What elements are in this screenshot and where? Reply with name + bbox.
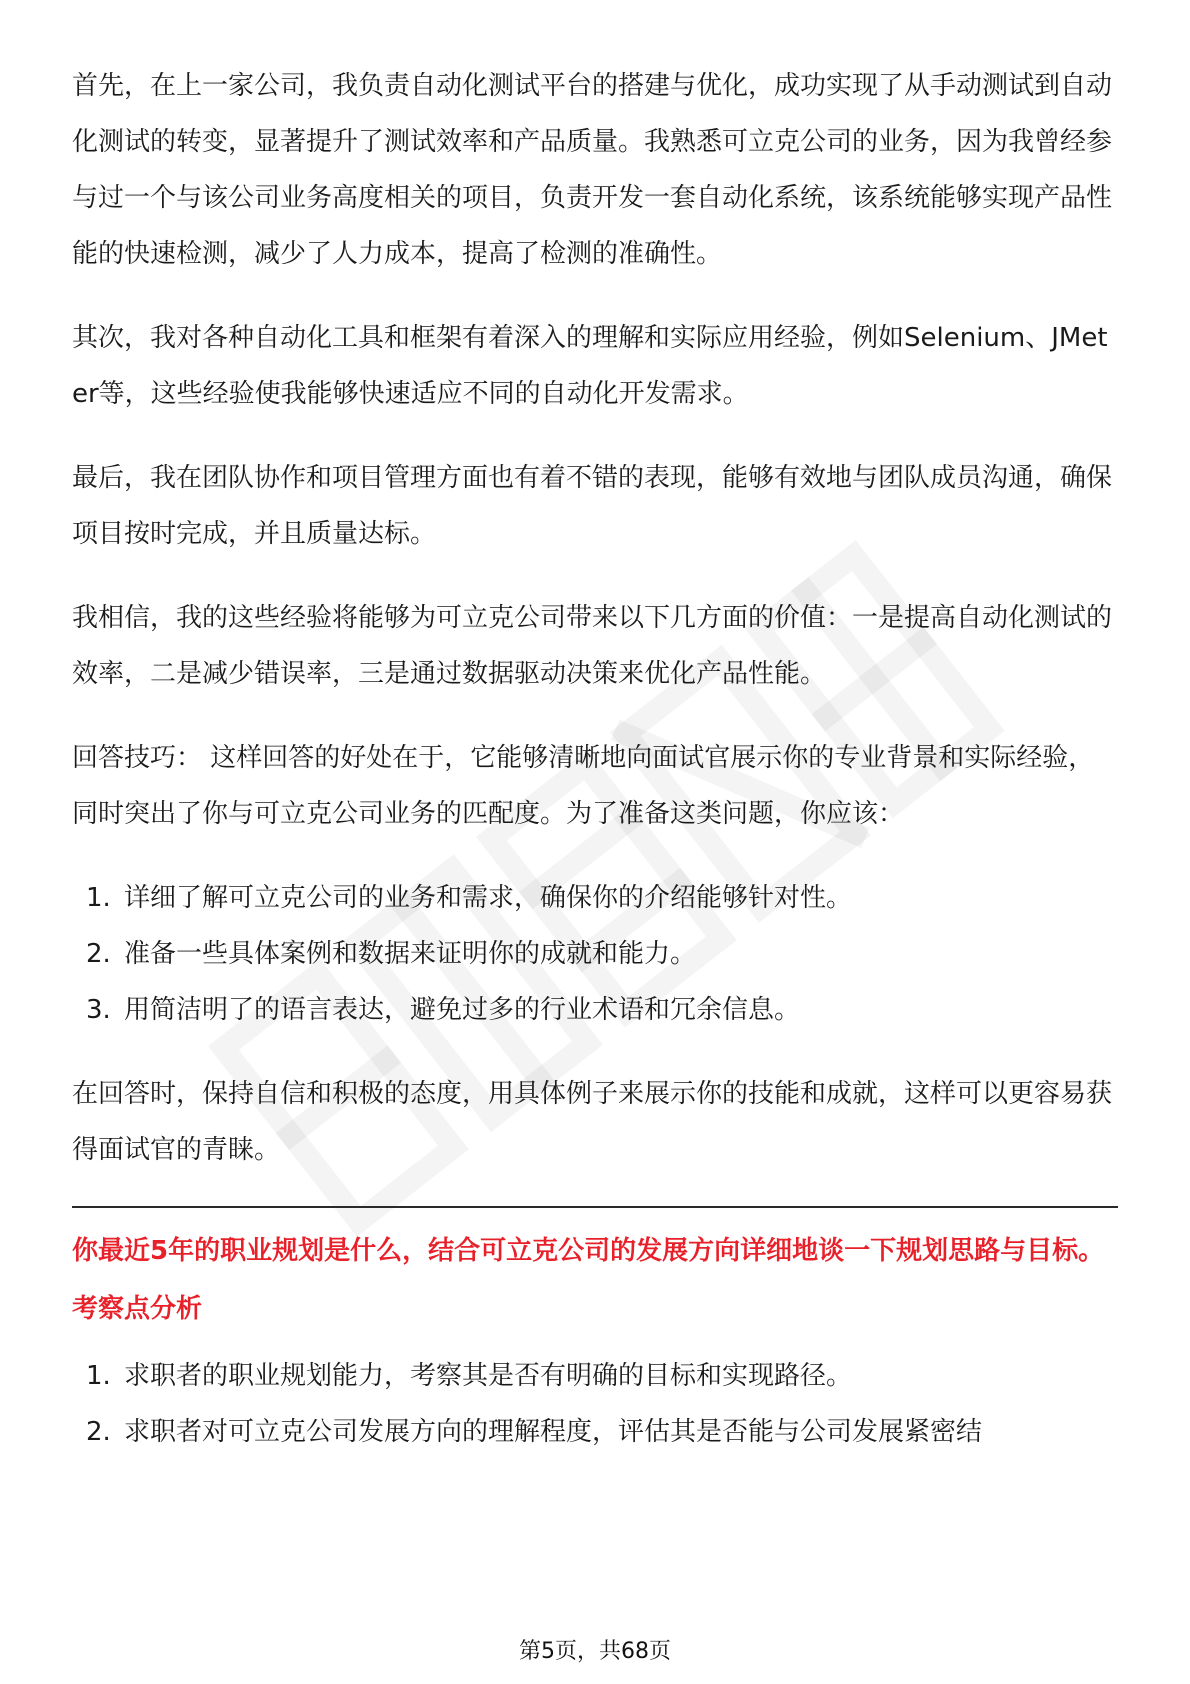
list-item [72,1404,1118,1460]
section-divider [72,1206,1118,1208]
paragraph-tools: 其次，我对各种自动化工具和框架有着深入的理解和实际应用经验，例如Selenium、JMeter等，这些经验使我能够快速适应不同的自动化开发需求。 [72,323,1108,409]
list-item [72,982,1118,1038]
list-number: 2. [86,939,111,969]
list-number: 1. [86,883,111,913]
list-text: 求职者的职业规划能力，考察其是否有明确的目标和实现路径。 [124,1361,853,1391]
list-number: 3. [86,995,111,1025]
paragraph-value: 我相信，我的这些经验将能够为可立克公司带来以下几方面的价值：一是提高自动化测试的效率，二是减少错误率，三是通过数据驱动决策来优化产品性能。 [72,603,1113,689]
paragraph-teamwork: 最后，我在团队协作和项目管理方面也有着不错的表现，能够有效地与团队成员沟通，确保项目按时完成，并且质量达标。 [72,463,1113,549]
tips-list [72,870,1118,1038]
list-text: 用简洁明了的语言表达，避免过多的行业术语和冗余信息。 [124,995,801,1025]
paragraph-tips-intro: 回答技巧： 这样回答的好处在于，它能够清晰地向面试官展示你的专业背景和实际经验，同时突出了你与可立克公司业务的匹配度。为了准备这类问题，你应该： [72,743,1095,829]
list-item [72,926,1118,982]
list-item [72,870,1118,926]
list-number: 1. [86,1361,111,1391]
list-text: 详细了解可立克公司的业务和需求，确保你的介绍能够针对性。 [124,883,853,913]
paragraph-experience: 首先，在上一家公司，我负责自动化测试平台的搭建与优化，成功实现了从手动测试到自动化测试的转变，显著提升了测试效率和产品质量。我熟悉可立克公司的业务，因为我曾经参与过一个与该公司业务高度相关的项目，负责开发一套自动化系统，该系统能够实现产品性能的快速检测，减少了人力成本，提高了检测的准确性。 [72,71,1113,269]
page-content [72,58,1118,1488]
list-item [72,1348,1118,1404]
list-text: 求职者对可立克公司发展方向的理解程度，评估其是否能与公司发展紧密结 [124,1417,983,1447]
page-number-footer: 第5页，共68页 [519,1639,671,1664]
analysis-points-list [72,1348,1118,1460]
question-title: 你最近5年的职业规划是什么，结合可立克公司的发展方向详细地谈一下规划思路与目标。 [72,1236,1105,1266]
list-text: 准备一些具体案例和数据来证明你的成就和能力。 [124,939,697,969]
analysis-heading: 考察点分析 [72,1294,203,1324]
list-number: 2. [86,1417,111,1447]
paragraph-closing: 在回答时，保持自信和积极的态度，用具体例子来展示你的技能和成就，这样可以更容易获得面试官的青睐。 [72,1079,1113,1165]
